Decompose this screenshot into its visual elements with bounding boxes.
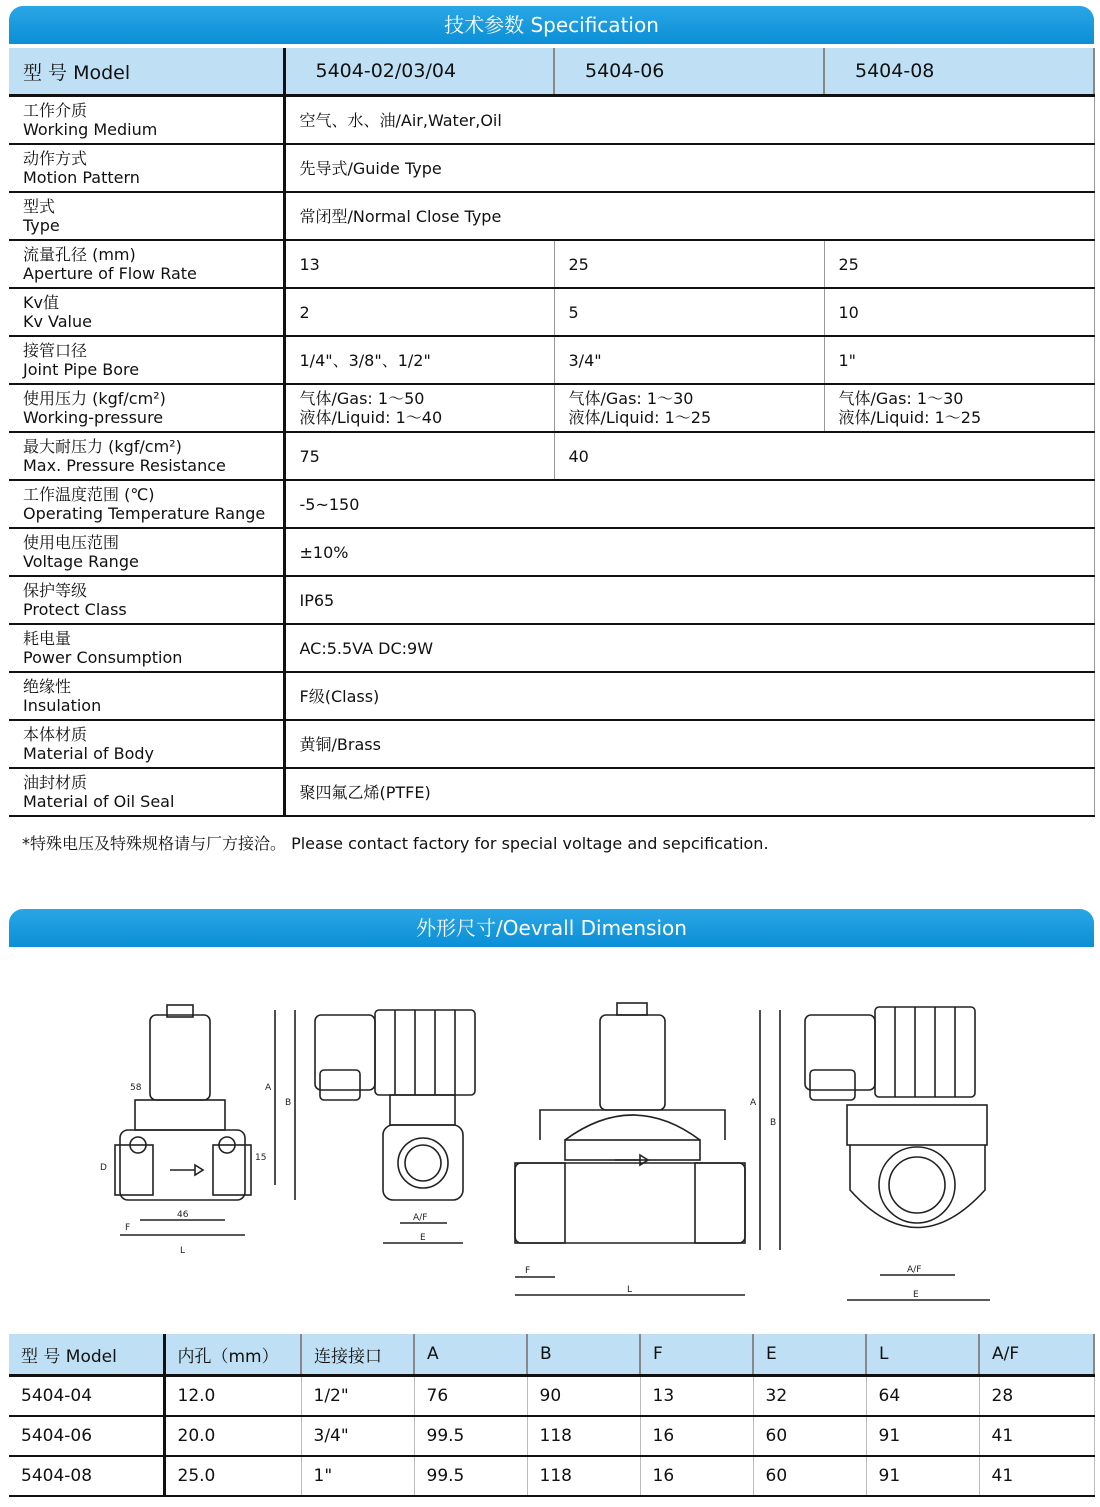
dimension-header-cell: F (640, 1334, 753, 1376)
spec-row (9, 720, 1094, 768)
dimension-cell: 76 (414, 1376, 527, 1417)
dimension-cell: 60 (753, 1416, 866, 1456)
spec-value: 先导式/Guide Type (284, 144, 1094, 192)
dim-label-46: 46 (177, 1210, 189, 1220)
spec-header-col3: 5404-08 (824, 48, 1094, 96)
spec-label-cn: 保护等级 (23, 581, 88, 600)
spec-row (9, 624, 1094, 672)
dimension-cell: 99.5 (414, 1416, 527, 1456)
spec-label-cn: 油封材质 (23, 773, 88, 792)
dim-label-e-small: E (420, 1233, 426, 1243)
spec-header-col2: 5404-06 (554, 48, 824, 96)
spec-value: IP65 (284, 576, 1094, 624)
spec-row-label (9, 576, 284, 624)
spec-row-label (9, 288, 284, 336)
spec-label-cn: 工作介质 (23, 101, 88, 120)
spec-label-en: Power Consumption (23, 648, 183, 667)
dimension-drawings (95, 995, 1005, 1310)
dimension-header-cell: A (414, 1334, 527, 1376)
spec-row (9, 240, 1094, 288)
spec-title-banner: 技术参数 Specification (9, 6, 1094, 44)
dimension-cell: 60 (753, 1456, 866, 1496)
spec-value: 1/4"、3/8"、1/2" (284, 336, 554, 384)
dimension-cell: 5404-06 (9, 1416, 164, 1456)
spec-row-label (9, 672, 284, 720)
spec-label-cn: 使用压力 (kgf/cm²) (23, 389, 166, 408)
dimension-cell: 5404-04 (9, 1376, 164, 1417)
spec-row-label (9, 480, 284, 528)
spec-row-label (9, 528, 284, 576)
spec-label-cn: Kv值 (23, 293, 59, 312)
spec-value: 40 (554, 432, 1094, 480)
spec-value: ±10% (284, 528, 1094, 576)
spec-label-en: Max. Pressure Resistance (23, 456, 226, 475)
spec-row (9, 576, 1094, 624)
dimension-cell: 118 (527, 1456, 640, 1496)
spec-label-en: Kv Value (23, 312, 92, 331)
spec-table (9, 48, 1095, 817)
spec-value: 聚四氟乙烯(PTFE) (284, 768, 1094, 816)
dim-label-l-small: L (180, 1246, 186, 1256)
spec-header-row (9, 48, 1094, 96)
dimension-header-cell: 型 号 Model (9, 1334, 164, 1376)
spec-row (9, 336, 1094, 384)
spec-value: 25 (824, 240, 1094, 288)
dimension-cell: 41 (979, 1416, 1094, 1456)
dimension-header-cell: E (753, 1334, 866, 1376)
spec-value: 5 (554, 288, 824, 336)
spec-row-label (9, 720, 284, 768)
dimension-row (9, 1376, 1094, 1417)
dimension-header-cell: A/F (979, 1334, 1094, 1376)
spec-label-cn: 最大耐压力 (kgf/cm²) (23, 437, 182, 456)
spec-value: 25 (554, 240, 824, 288)
spec-row (9, 480, 1094, 528)
small-valve-side-view (315, 1010, 475, 1243)
spec-value: 气体/Gas: 1～50 液体/Liquid: 1～40 (284, 384, 554, 432)
spec-header-col1: 5404-02/03/04 (284, 48, 554, 96)
dimension-cell: 25.0 (164, 1456, 301, 1496)
spec-label-en: Type (23, 216, 60, 235)
spec-label-en: Insulation (23, 696, 102, 715)
dim-label-b-large: B (770, 1118, 777, 1128)
spec-label-en: Working Medium (23, 120, 158, 139)
dimension-cell: 64 (866, 1376, 979, 1417)
dimension-cell: 118 (527, 1416, 640, 1456)
dimension-cell: 28 (979, 1376, 1094, 1417)
spec-row (9, 144, 1094, 192)
spec-label-en: Material of Oil Seal (23, 792, 175, 811)
dimension-cell: 20.0 (164, 1416, 301, 1456)
spec-value: 气体/Gas: 1～30 液体/Liquid: 1～25 (824, 384, 1094, 432)
dimension-header-row (9, 1334, 1094, 1376)
dimension-header-cell: 内孔（mm） (164, 1334, 301, 1376)
spec-label-en: Working-pressure (23, 408, 164, 427)
spec-label-en: Material of Body (23, 744, 154, 763)
spec-row-label (9, 432, 284, 480)
spec-row-label (9, 144, 284, 192)
dimension-cell: 90 (527, 1376, 640, 1417)
spec-label-en: Joint Pipe Bore (23, 360, 140, 379)
spec-label-en: Motion Pattern (23, 168, 140, 187)
dimension-cell: 1/2" (301, 1376, 414, 1417)
spec-header-model: 型 号 Model (9, 48, 284, 96)
spec-label-cn: 本体材质 (23, 725, 88, 744)
spec-label-cn: 接管口径 (23, 341, 88, 360)
spec-label-en: Protect Class (23, 600, 127, 619)
spec-value: 空气、水、油/Air,Water,Oil (284, 96, 1094, 145)
dimension-header-cell: 连接接口 (301, 1334, 414, 1376)
spec-row (9, 432, 1094, 480)
spec-label-en: Operating Temperature Range (23, 504, 266, 523)
spec-row (9, 384, 1094, 432)
spec-row-label (9, 624, 284, 672)
spec-label-cn: 动作方式 (23, 149, 88, 168)
dimension-table (9, 1334, 1095, 1497)
dimension-cell: 32 (753, 1376, 866, 1417)
spec-row (9, 192, 1094, 240)
spec-label-cn: 流量孔径 (mm) (23, 245, 136, 264)
dim-label-a-small: A (265, 1083, 272, 1093)
spec-row (9, 672, 1094, 720)
dimension-cell: 1" (301, 1456, 414, 1496)
spec-value: 气体/Gas: 1～30 液体/Liquid: 1～25 (554, 384, 824, 432)
dimension-cell: 91 (866, 1456, 979, 1496)
dimension-cell: 3/4" (301, 1416, 414, 1456)
spec-label-cn: 使用电压范围 (23, 533, 120, 552)
spec-value: 75 (284, 432, 554, 480)
spec-label-cn: 耗电量 (23, 629, 72, 648)
spec-value: 3/4" (554, 336, 824, 384)
dimension-cell: 5404-08 (9, 1456, 164, 1496)
spec-row (9, 768, 1094, 816)
dim-label-af-large: A/F (907, 1265, 922, 1275)
spec-label-cn: 工作温度范围 (℃) (23, 485, 155, 504)
spec-row-label (9, 336, 284, 384)
dim-label-58: 58 (130, 1083, 142, 1093)
dimension-cell: 12.0 (164, 1376, 301, 1417)
large-valve-front-view (515, 1003, 780, 1295)
dim-label-15: 15 (255, 1153, 267, 1163)
dimension-cell: 41 (979, 1456, 1094, 1496)
spec-label-en: Aperture of Flow Rate (23, 264, 197, 283)
spec-value: 黄铜/Brass (284, 720, 1094, 768)
large-valve-side-view (805, 1007, 990, 1300)
spec-value: 10 (824, 288, 1094, 336)
dimension-row (9, 1456, 1094, 1496)
dimension-title-banner: 外形尺寸/Oevrall Dimension (9, 909, 1094, 947)
dim-label-a-large: A (750, 1098, 757, 1108)
dimension-cell: 99.5 (414, 1456, 527, 1496)
dim-label-f-large: F (525, 1266, 531, 1276)
dimension-cell: 13 (640, 1376, 753, 1417)
spec-row (9, 288, 1094, 336)
dim-label-af-small: A/F (413, 1213, 428, 1223)
dimension-cell: 91 (866, 1416, 979, 1456)
dimension-header-cell: L (866, 1334, 979, 1376)
spec-value: AC:5.5VA DC:9W (284, 624, 1094, 672)
spec-row-label (9, 240, 284, 288)
spec-value: 13 (284, 240, 554, 288)
dim-label-f-small: F (125, 1223, 131, 1233)
spec-value: 常闭型/Normal Close Type (284, 192, 1094, 240)
dim-label-l-large: L (627, 1285, 633, 1295)
dim-label-d: D (100, 1163, 107, 1173)
spec-label-cn: 绝缘性 (23, 677, 72, 696)
spec-label-cn: 型式 (23, 197, 56, 216)
spec-value: -5~150 (284, 480, 1094, 528)
dim-label-b-small: B (285, 1098, 292, 1108)
spec-row (9, 96, 1094, 145)
dimension-row (9, 1416, 1094, 1456)
spec-row-label (9, 384, 284, 432)
dimension-cell: 16 (640, 1416, 753, 1456)
small-valve-front-view (115, 1005, 295, 1235)
spec-value: 1" (824, 336, 1094, 384)
dim-label-e-large: E (913, 1290, 919, 1300)
spec-value: 2 (284, 288, 554, 336)
special-spec-note: *特殊电压及特殊规格请与厂方接洽。 Please contact factory for special voltage and sepcification. (22, 834, 769, 853)
spec-label-en: Voltage Range (23, 552, 139, 571)
spec-value: F级(Class) (284, 672, 1094, 720)
spec-row (9, 528, 1094, 576)
dimension-cell: 16 (640, 1456, 753, 1496)
spec-row-label (9, 96, 284, 145)
spec-row-label (9, 768, 284, 816)
dimension-header-cell: B (527, 1334, 640, 1376)
spec-row-label (9, 192, 284, 240)
